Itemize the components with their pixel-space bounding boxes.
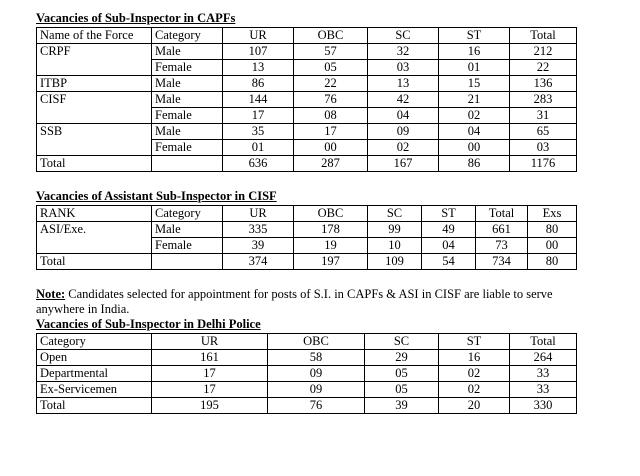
cell: 1176 <box>510 156 577 172</box>
table-row <box>37 222 577 238</box>
table-row <box>37 238 577 254</box>
header-cell: ST <box>439 334 510 350</box>
asi-heading: Vacancies of Assistant Sub-Inspector in CISF <box>36 189 277 203</box>
table-row <box>37 382 577 398</box>
cell: Female <box>152 238 223 254</box>
header-cell: Total <box>510 28 577 44</box>
header-cell: SC <box>365 334 439 350</box>
cell: 01 <box>223 140 294 156</box>
cell: 02 <box>439 366 510 382</box>
header-cell: Name of the Force <box>37 28 152 44</box>
cell: 16 <box>439 44 510 60</box>
cell: 99 <box>368 222 422 238</box>
cell: 00 <box>528 238 577 254</box>
cell: 02 <box>439 108 510 124</box>
cell: 29 <box>365 350 439 366</box>
header-cell: ST <box>439 28 510 44</box>
cell: 335 <box>223 222 294 238</box>
table-header-row <box>37 334 577 350</box>
cell: 09 <box>268 382 365 398</box>
note-paragraph <box>36 287 576 317</box>
cell: Male <box>152 222 223 238</box>
cell: 17 <box>294 124 368 140</box>
header-cell: UR <box>152 334 268 350</box>
table-row <box>37 76 577 92</box>
cell: 17 <box>223 108 294 124</box>
cell: 15 <box>439 76 510 92</box>
cell: 20 <box>439 398 510 414</box>
cell: 35 <box>223 124 294 140</box>
cell: 22 <box>294 76 368 92</box>
header-cell: Total <box>510 334 577 350</box>
cell: 02 <box>368 140 439 156</box>
note-text: Candidates selected for appointment for posts of S.I. in CAPFs & ASI in CISF are liable to serve anywhere in India. <box>36 287 553 316</box>
table-row <box>37 44 577 60</box>
cell: 04 <box>439 124 510 140</box>
capf-heading: Vacancies of Sub-Inspector in CAPFs <box>36 11 236 25</box>
cell: 05 <box>365 382 439 398</box>
cell: 02 <box>439 382 510 398</box>
cell: Male <box>152 124 223 140</box>
note-label: Note: <box>36 287 66 301</box>
cell: 73 <box>476 238 528 254</box>
cell: 287 <box>294 156 368 172</box>
cell <box>152 254 223 270</box>
cell: Female <box>152 108 223 124</box>
table-row <box>37 124 577 140</box>
cell: 80 <box>528 222 577 238</box>
cell: 39 <box>223 238 294 254</box>
cell: Female <box>152 60 223 76</box>
cell <box>37 60 152 76</box>
cell: 661 <box>476 222 528 238</box>
cell: 374 <box>223 254 294 270</box>
cell: 31 <box>510 108 577 124</box>
cell: CRPF <box>37 44 152 60</box>
cell: CISF <box>37 92 152 108</box>
cell: Total <box>37 398 152 414</box>
header-cell: SC <box>368 28 439 44</box>
cell: 01 <box>439 60 510 76</box>
cell: 09 <box>268 366 365 382</box>
header-cell: OBC <box>294 28 368 44</box>
cell: 65 <box>510 124 577 140</box>
table-total-row <box>37 156 577 172</box>
cell: Ex-Servicemen <box>37 382 152 398</box>
capf-table <box>36 27 577 172</box>
header-cell: Category <box>37 334 152 350</box>
cell: 33 <box>510 382 577 398</box>
header-cell: Total <box>476 206 528 222</box>
cell: 22 <box>510 60 577 76</box>
cell: 10 <box>368 238 422 254</box>
cell: 86 <box>223 76 294 92</box>
header-cell: Category <box>152 28 223 44</box>
table-row <box>37 60 577 76</box>
cell: ITBP <box>37 76 152 92</box>
cell: 21 <box>439 92 510 108</box>
cell: 16 <box>439 350 510 366</box>
cell: 00 <box>439 140 510 156</box>
table-row <box>37 140 577 156</box>
header-cell: SC <box>368 206 422 222</box>
cell: 136 <box>510 76 577 92</box>
cell: 161 <box>152 350 268 366</box>
cell: 08 <box>294 108 368 124</box>
table-row <box>37 366 577 382</box>
table-total-row <box>37 254 577 270</box>
cell: 42 <box>368 92 439 108</box>
table-row <box>37 92 577 108</box>
cell: 13 <box>368 76 439 92</box>
cell: 734 <box>476 254 528 270</box>
header-cell: Category <box>152 206 223 222</box>
cell: 03 <box>368 60 439 76</box>
cell: Total <box>37 254 152 270</box>
cell: 167 <box>368 156 439 172</box>
cell: Male <box>152 92 223 108</box>
cell: 00 <box>294 140 368 156</box>
cell: 178 <box>294 222 368 238</box>
cell <box>37 140 152 156</box>
cell: 49 <box>422 222 476 238</box>
cell: 13 <box>223 60 294 76</box>
cell: 19 <box>294 238 368 254</box>
cell: Open <box>37 350 152 366</box>
cell: 54 <box>422 254 476 270</box>
cell: Female <box>152 140 223 156</box>
delhi-table <box>36 333 577 414</box>
table-row <box>37 108 577 124</box>
table-total-row <box>37 398 577 414</box>
cell: 76 <box>268 398 365 414</box>
cell: 636 <box>223 156 294 172</box>
cell: Total <box>37 156 152 172</box>
cell: Male <box>152 76 223 92</box>
delhi-heading: Vacancies of Sub-Inspector in Delhi Police <box>36 317 261 331</box>
header-cell: UR <box>223 28 294 44</box>
cell: 330 <box>510 398 577 414</box>
cell: 197 <box>294 254 368 270</box>
cell: 195 <box>152 398 268 414</box>
header-cell: RANK <box>37 206 152 222</box>
cell: 17 <box>152 366 268 382</box>
header-cell: ST <box>422 206 476 222</box>
cell: 144 <box>223 92 294 108</box>
header-cell: OBC <box>268 334 365 350</box>
cell: 76 <box>294 92 368 108</box>
header-cell: Exs <box>528 206 577 222</box>
cell: 05 <box>365 366 439 382</box>
cell: ASI/Exe. <box>37 222 152 238</box>
cell: 09 <box>368 124 439 140</box>
cell: 107 <box>223 44 294 60</box>
cell: 109 <box>368 254 422 270</box>
cell: 264 <box>510 350 577 366</box>
cell: 86 <box>439 156 510 172</box>
cell: 39 <box>365 398 439 414</box>
asi-table <box>36 205 577 270</box>
cell: 03 <box>510 140 577 156</box>
cell: SSB <box>37 124 152 140</box>
cell: 212 <box>510 44 577 60</box>
cell <box>152 156 223 172</box>
cell: Male <box>152 44 223 60</box>
table-header-row <box>37 28 577 44</box>
cell: 04 <box>422 238 476 254</box>
cell: 57 <box>294 44 368 60</box>
cell: 17 <box>152 382 268 398</box>
cell <box>37 238 152 254</box>
table-row <box>37 350 577 366</box>
cell: 32 <box>368 44 439 60</box>
cell: 33 <box>510 366 577 382</box>
cell: 58 <box>268 350 365 366</box>
cell: 04 <box>368 108 439 124</box>
cell: 283 <box>510 92 577 108</box>
header-cell: OBC <box>294 206 368 222</box>
header-cell: UR <box>223 206 294 222</box>
cell: 05 <box>294 60 368 76</box>
cell: Departmental <box>37 366 152 382</box>
cell <box>37 108 152 124</box>
table-header-row <box>37 206 577 222</box>
cell: 80 <box>528 254 577 270</box>
